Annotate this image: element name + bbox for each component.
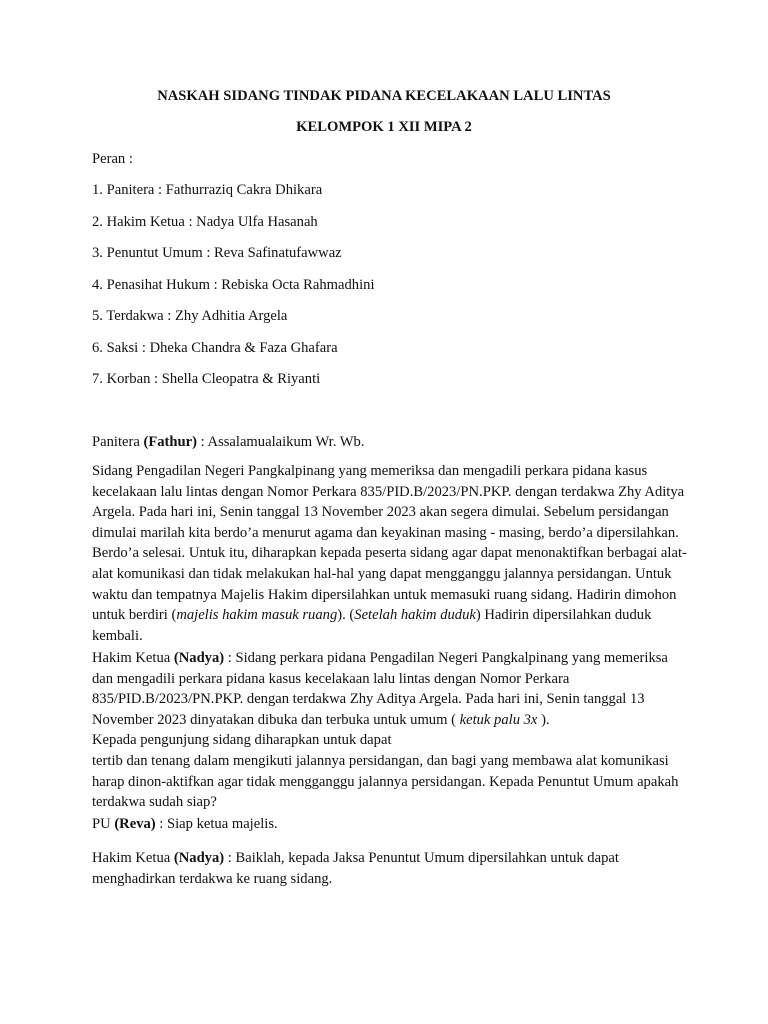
dialogue-text: : Siap ketua majelis. [155,816,278,832]
document-title: NASKAH SIDANG TINDAK PIDANA KECELAKAAN LALU LINTAS [157,88,611,104]
role-item: 2. Hakim Ketua : Nadya Ulfa Hasanah [92,214,318,230]
narration-text: ) Hadirin dipersilahkan duduk kembali. [92,607,652,644]
role-item: 1. Panitera : Fathurraziq Cakra Dhikara [92,182,323,198]
dialogue-text: Kepada pengunjung sidang diharapkan untuk dapat [92,732,392,749]
role-item: 5. Terdakwa : Zhy Adhitia Argela [92,308,288,324]
speaker-name: (Fathur) [143,434,197,450]
dialogue-paragraph [92,434,364,451]
dialogue-paragraph [92,848,692,889]
speaker-name: (Nadya) [173,850,225,866]
speaker-role: PU [92,816,115,832]
stage-direction: ketuk palu 3x [459,711,538,728]
role-item: 4. Penasihat Hukum : Rebiska Octa Rahmadhini [92,277,375,293]
speaker-name: (Reva) [114,816,156,832]
dialogue-text: : Assalamualaikum Wr. Wb. [196,434,365,450]
stage-direction: Setelah hakim duduk [354,607,476,624]
dialogue-paragraph [92,816,278,833]
speaker-name: (Nadya) [173,650,225,666]
narration-text: ). ( [337,607,355,624]
dialogue-text: : Sidang perkara pidana Pengadilan Negeri Pangkalpinang yang memeriksa dan mengadili perkara pidana kasus kecelakaan lalu lintas dengan Nomor Perkara 835/PID.B/2023/PN.PKP. dengan terdakwa Zhy Aditya Argela. Pada hari ini, Senin tanggal 13 November 2023 dinyatakan dibuka dan terbuka untuk umum ( [92,650,668,728]
dialogue-text: : Baiklah, kepada Jaksa Penuntut Umum dipersilahkan untuk dapat menghadirkan terdakwa ke ruang sidang. [92,850,619,887]
stage-direction: majelis hakim masuk ruang [176,607,338,624]
dialogue-paragraph [92,648,692,813]
role-item: 7. Korban : Shella Cleopatra & Riyanti [92,371,321,387]
speaker-role: Panitera [92,434,144,450]
narration-paragraph [92,461,692,646]
roles-heading: Peran : [92,151,133,167]
speaker-role: Hakim Ketua [92,650,174,666]
narration-text: Sidang Pengadilan Negeri Pangkalpinang yang memeriksa dan mengadili perkara pidana kasus kecelakaan lalu lintas dengan Nomor Perkara 835/PID.B/2023/PN.PKP. dengan terdakwa Zhy Aditya Argela. Pada hari ini, Senin tanggal 13 November 2023 akan segera dimulai. Sebelum persidangan dimulai marilah kita berdo’a menurut agama dan keyakinan masing - masing, berdo’a dipersilahkan. Berdo’a selesai. Untuk itu, diharapkan kepada peserta sidang agar dapat menonaktifkan berbagai alat-alat komunikasi dan tidak melakukan hal-hal yang dapat mengganggu jalannya persidangan. Untuk waktu dan tempatnya Majelis Hakim dipersilahkan untuk memasuki ruang sidang. Hadirin dimohon untuk berdiri ( [92,463,687,624]
dialogue-text: tertib dan tenang dalam mengikuti jalannya persidangan, dan bagi yang membawa alat komunikasi harap dinon-aktifkan agar tidak mengganggu jalannya persidangan. Kepada Penuntut Umum apakah terdakwa sudah siap? [92,752,679,811]
role-item: 3. Penuntut Umum : Reva Safinatufawwaz [92,245,342,261]
speaker-role: Hakim Ketua [92,850,174,866]
dialogue-text: ). [537,711,550,728]
document-subtitle: KELOMPOK 1 XII MIPA 2 [296,119,472,135]
role-item: 6. Saksi : Dheka Chandra & Faza Ghafara [92,340,338,356]
